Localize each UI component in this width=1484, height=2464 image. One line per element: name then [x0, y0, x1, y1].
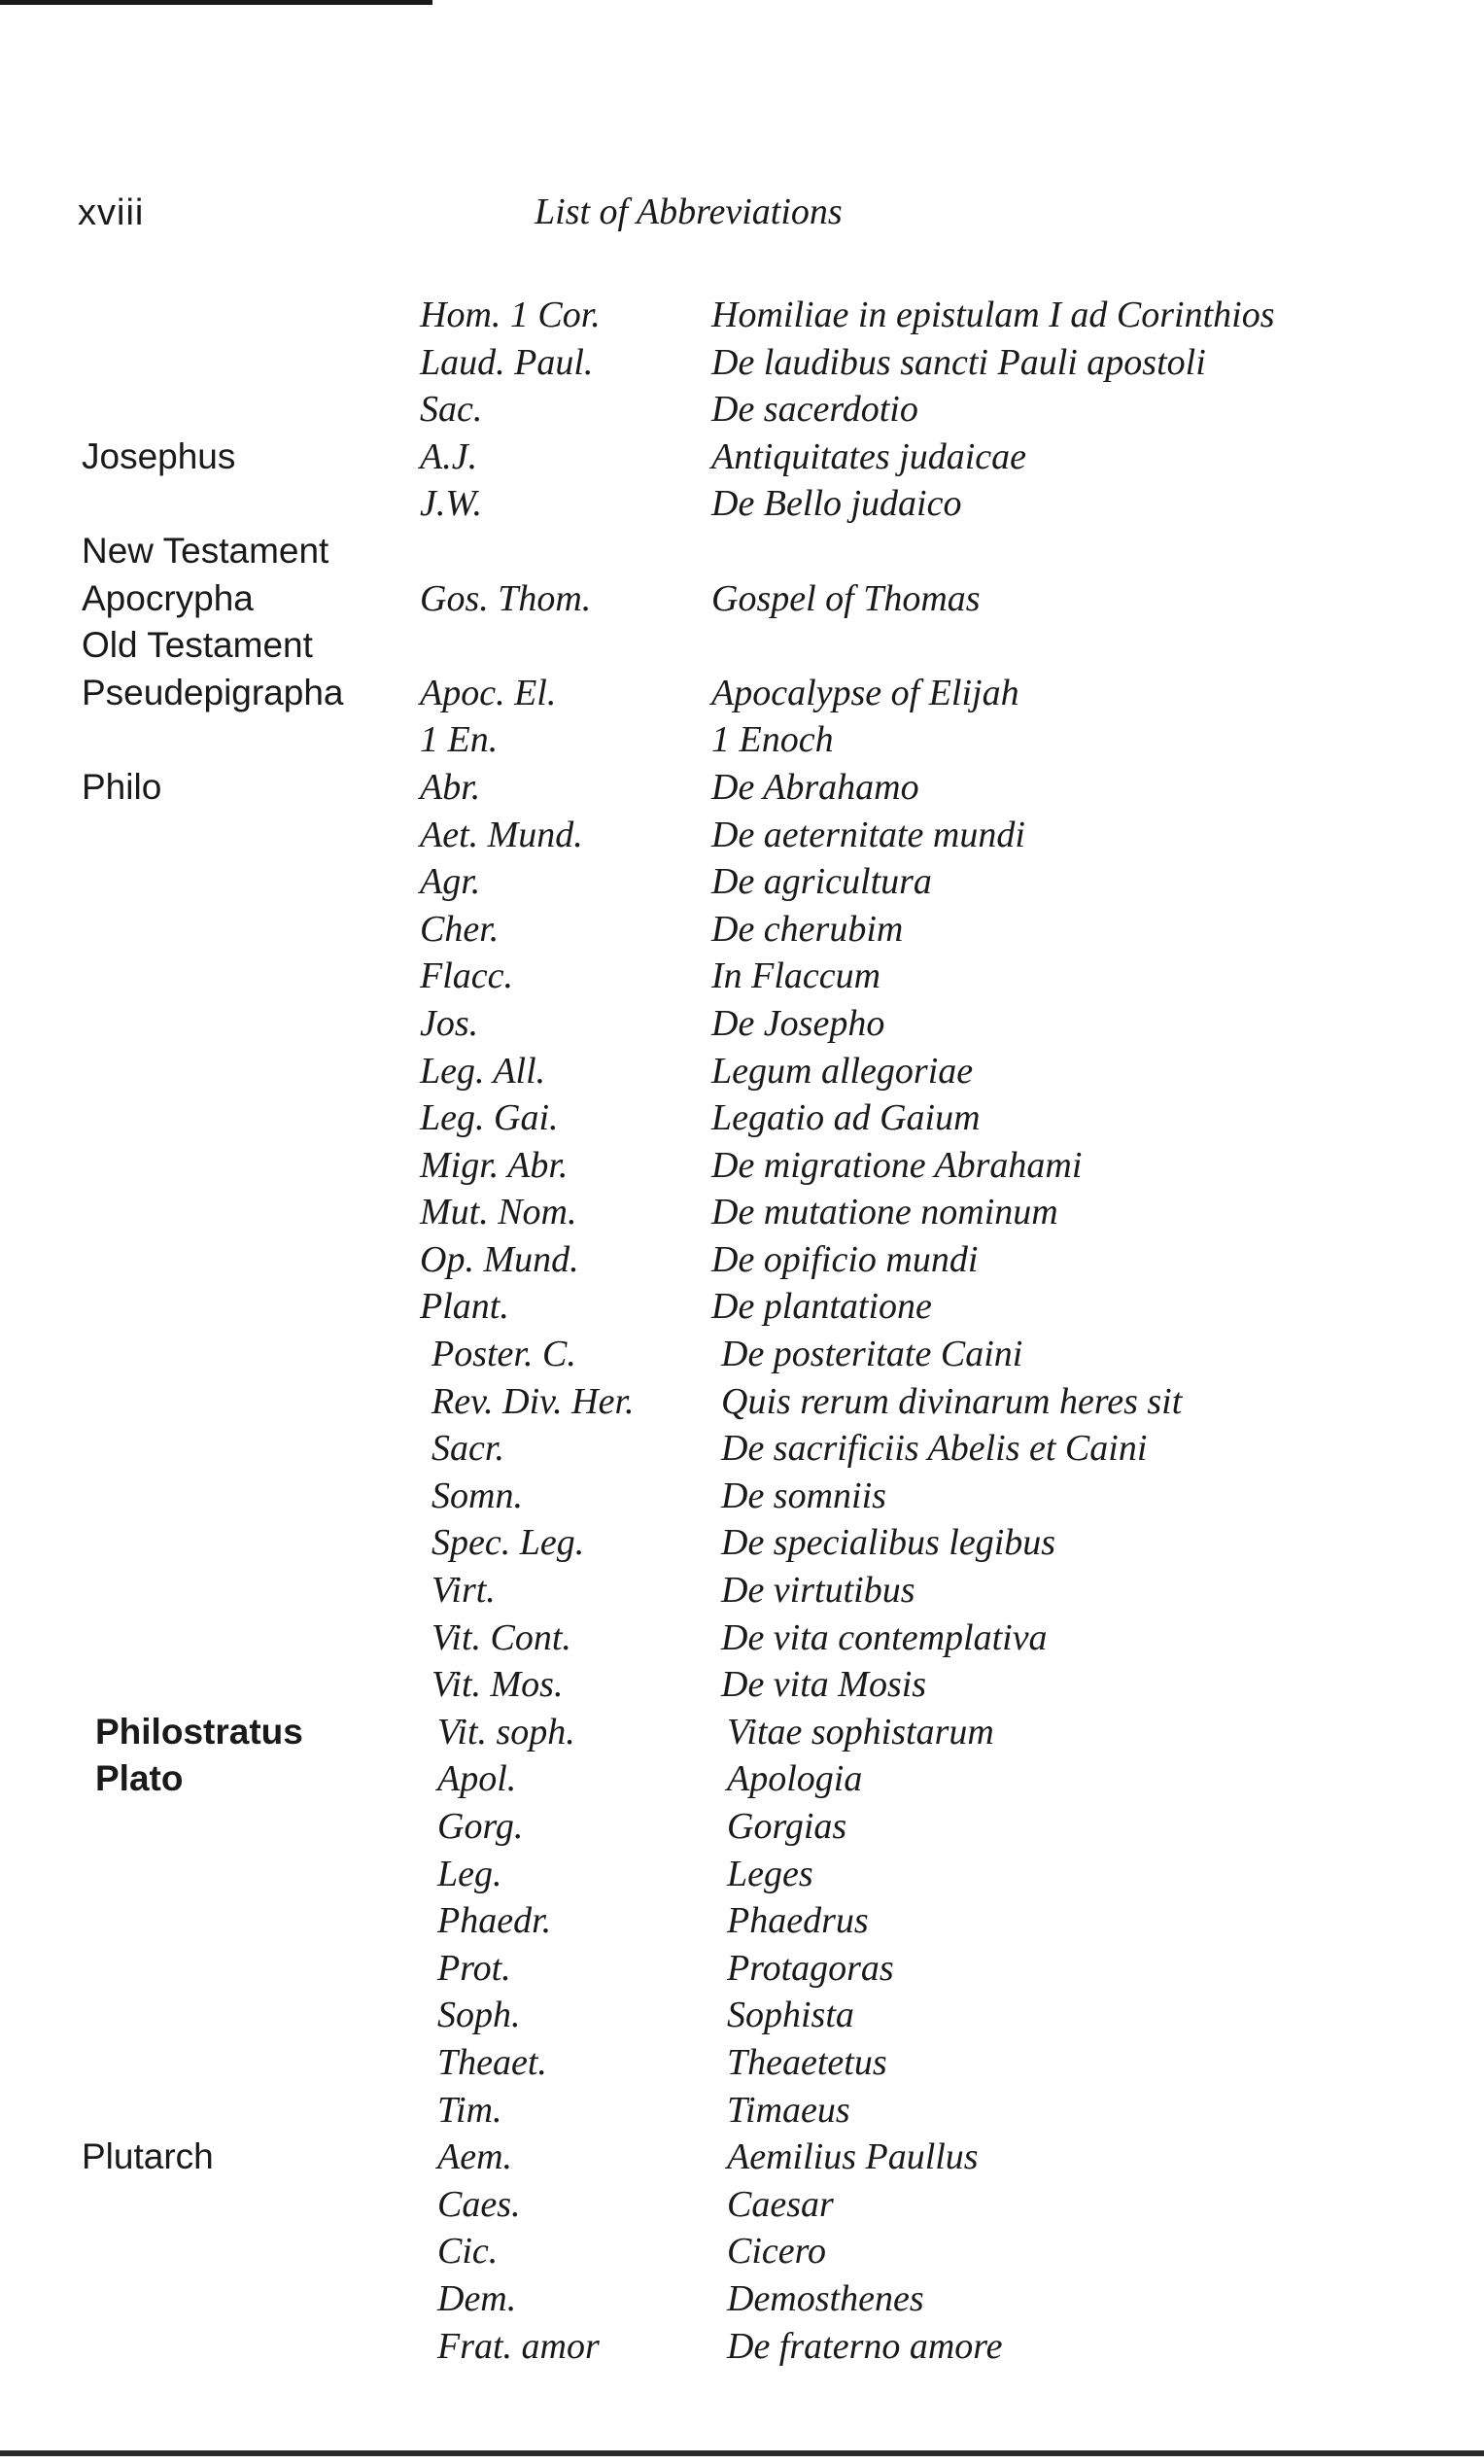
page-number: xviii — [78, 192, 145, 233]
work-title: Cicero — [727, 2231, 827, 2273]
author-name: Philostratus — [95, 1711, 303, 1752]
abbreviation: Rev. Div. Her. — [431, 1380, 635, 1422]
abbreviation: Apol. — [437, 1758, 517, 1800]
work-title: De mutatione nominum — [711, 1192, 1058, 1233]
work-title: De Josepho — [711, 1002, 885, 1044]
abbreviation-row — [0, 1236, 1484, 1284]
work-title: Timaeus — [727, 2089, 850, 2131]
top-rule — [0, 0, 432, 5]
abbreviation-row — [0, 812, 1484, 859]
work-title: De fraterno amore — [727, 2325, 1003, 2367]
abbreviation: A.J. — [420, 435, 478, 477]
abbreviation-row — [0, 2087, 1484, 2134]
work-title: Legatio ad Gaium — [711, 1097, 981, 1139]
abbreviation-row — [0, 386, 1484, 434]
abbreviation-row — [0, 2181, 1484, 2229]
abbreviation: Leg. All. — [420, 1050, 546, 1092]
work-title: De vita contemplativa — [721, 1616, 1048, 1658]
abbreviation: Jos. — [420, 1002, 479, 1044]
abbreviation: Cic. — [437, 2231, 499, 2273]
abbreviation: Leg. — [437, 1853, 502, 1894]
work-title: Aemilius Paullus — [727, 2136, 979, 2178]
abbreviation-row — [0, 1473, 1484, 1520]
abbreviation: Migr. Abr. — [420, 1144, 569, 1186]
abbreviation: Apoc. El. — [420, 672, 557, 713]
work-title: Demosthenes — [727, 2277, 924, 2319]
work-title: 1 Enoch — [711, 719, 834, 761]
work-title: De agricultura — [711, 861, 932, 903]
abbreviation-row — [0, 906, 1484, 954]
abbreviation: Theaet. — [437, 2041, 547, 2083]
author-name: Old Testament — [82, 625, 313, 666]
abbreviation: Gos. Thom. — [420, 577, 592, 619]
abbreviation-list — [0, 292, 1484, 2370]
work-title: In Flaccum — [711, 955, 881, 997]
abbreviation: Aem. — [437, 2136, 513, 2178]
abbreviation-row — [0, 480, 1484, 528]
author-name: Plutarch — [82, 2136, 214, 2177]
abbreviation: J.W. — [420, 483, 483, 525]
author-name: Philo — [82, 766, 162, 807]
abbreviation-row — [0, 292, 1484, 339]
abbreviation: Poster. C. — [431, 1334, 576, 1375]
abbreviation-row — [0, 1755, 1484, 1803]
work-title: Protagoras — [727, 1947, 894, 1989]
abbreviation: Sacr. — [431, 1428, 504, 1470]
abbreviation-row — [0, 764, 1484, 812]
work-title: De somniis — [721, 1475, 886, 1516]
work-title: De cherubim — [711, 908, 904, 950]
abbreviation: Gorg. — [437, 1806, 524, 1847]
work-title: De specialibus legibus — [721, 1522, 1056, 1564]
abbreviation: Hom. 1 Cor. — [420, 295, 601, 335]
abbreviation-row — [0, 2039, 1484, 2087]
abbreviation-row — [0, 1992, 1484, 2039]
abbreviation: Vit. Cont. — [431, 1616, 571, 1658]
work-title: Theaetetus — [727, 2041, 887, 2083]
work-title: De sacerdotio — [711, 389, 918, 431]
abbreviation-row — [0, 339, 1484, 387]
abbreviation-row — [0, 1425, 1484, 1473]
abbreviation: Agr. — [420, 861, 481, 903]
abbreviation-row — [0, 1331, 1484, 1378]
abbreviation: Virt. — [431, 1570, 496, 1612]
work-title: De laudibus sancti Pauli apostoli — [711, 341, 1206, 383]
abbreviation: Plant. — [420, 1286, 509, 1328]
abbreviation-row — [0, 1142, 1484, 1190]
abbreviation: Somn. — [431, 1475, 523, 1516]
abbreviation: Phaedr. — [437, 1900, 552, 1942]
work-title: Apologia — [727, 1758, 863, 1800]
abbreviation-row — [0, 1897, 1484, 1945]
abbreviation: Spec. Leg. — [431, 1522, 585, 1564]
abbreviation: Laud. Paul. — [420, 341, 594, 383]
abbreviation: Op. Mund. — [420, 1238, 579, 1280]
work-title: De opificio mundi — [711, 1238, 979, 1280]
abbreviation-row — [0, 1094, 1484, 1142]
work-title: De migratione Abrahami — [711, 1144, 1083, 1186]
abbreviation: Dem. — [437, 2277, 517, 2319]
work-title: De Abrahamo — [711, 766, 919, 808]
abbreviation-row — [0, 1567, 1484, 1614]
abbreviation-row — [0, 1851, 1484, 1898]
abbreviation: Mut. Nom. — [420, 1192, 577, 1233]
work-title: Antiquitates judaicae — [711, 435, 1027, 477]
abbreviation-row — [0, 2275, 1484, 2323]
work-title: De vita Mosis — [721, 1664, 927, 1706]
abbreviation: Sac. — [420, 389, 483, 431]
abbreviation-row — [0, 1614, 1484, 1662]
abbreviation: Frat. amor — [437, 2325, 600, 2367]
work-title: Homiliae in epistulam I ad Corinthios — [711, 295, 1275, 335]
work-title: Caesar — [727, 2183, 834, 2225]
abbreviation: Leg. Gai. — [420, 1097, 559, 1139]
work-title: De Bello judaico — [711, 483, 962, 525]
abbreviation-row — [0, 1803, 1484, 1851]
work-title: De virtutibus — [721, 1570, 915, 1612]
abbreviation-row — [0, 434, 1484, 481]
abbreviation: Soph. — [437, 1995, 521, 2036]
abbreviation: Prot. — [437, 1947, 511, 1989]
abbreviation: 1 En. — [420, 719, 499, 761]
abbreviation-row — [0, 2323, 1484, 2371]
abbreviation-row — [0, 1000, 1484, 1048]
work-title: Gospel of Thomas — [711, 577, 981, 619]
author-name: Josephus — [82, 435, 236, 476]
author-name: Pseudepigrapha — [82, 672, 344, 712]
abbreviation: Aet. Mund. — [420, 814, 583, 855]
abbreviation: Abr. — [420, 766, 481, 808]
work-title: Sophista — [727, 1995, 854, 2036]
work-title: Quis rerum divinarum heres sit — [721, 1380, 1183, 1422]
abbreviation: Vit. soph. — [437, 1711, 575, 1753]
work-title: Leges — [727, 1853, 813, 1894]
abbreviation-row — [0, 2134, 1484, 2181]
abbreviation: Tim. — [437, 2089, 502, 2131]
abbreviation-row — [0, 1048, 1484, 1095]
abbreviation-row — [0, 1189, 1484, 1236]
work-title: Legum allegoriae — [711, 1050, 974, 1092]
abbreviation: Cher. — [420, 908, 500, 950]
author-name: Plato — [95, 1758, 184, 1799]
abbreviation-row — [0, 1378, 1484, 1426]
abbreviation-row — [0, 1661, 1484, 1709]
running-head: List of Abbreviations — [535, 191, 843, 232]
abbreviation-row — [0, 575, 1484, 623]
work-title: De posteritate Caini — [721, 1334, 1023, 1375]
abbreviation: Flacc. — [420, 955, 514, 997]
abbreviation-row — [0, 670, 1484, 717]
work-title: Phaedrus — [727, 1900, 869, 1942]
abbreviation-row — [0, 528, 1484, 575]
abbreviation-row — [0, 1945, 1484, 1993]
bottom-rule — [0, 2450, 1484, 2456]
abbreviation-row — [0, 716, 1484, 764]
work-title: De sacrificiis Abelis et Caini — [721, 1428, 1148, 1470]
work-title: De aeternitate mundi — [711, 814, 1025, 855]
work-title: Apocalypse of Elijah — [711, 672, 1019, 713]
abbreviation: Vit. Mos. — [431, 1664, 564, 1706]
abbreviation-row — [0, 2228, 1484, 2275]
abbreviation: Caes. — [437, 2183, 521, 2225]
abbreviation-row — [0, 1709, 1484, 1756]
abbreviation-row — [0, 858, 1484, 906]
work-title: Vitae sophistarum — [727, 1711, 994, 1753]
work-title: Gorgias — [727, 1806, 847, 1847]
abbreviation-row — [0, 953, 1484, 1000]
author-name: New Testament — [82, 530, 329, 571]
work-title: De plantatione — [711, 1286, 932, 1328]
author-name: Apocrypha — [82, 577, 254, 618]
abbreviation-row — [0, 1283, 1484, 1331]
abbreviation-row — [0, 1519, 1484, 1567]
abbreviation-row — [0, 622, 1484, 670]
